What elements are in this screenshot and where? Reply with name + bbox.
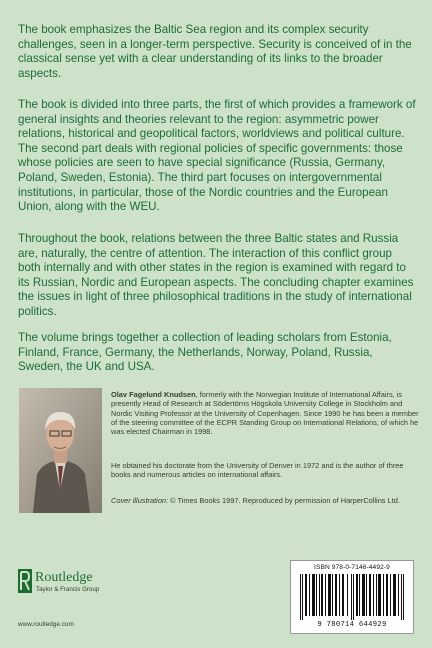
author-bio [111,390,423,436]
blurb-paragraph-3: Throughout the book, relations between the three Baltic states and Russia are, naturally, the centre of attention. The interaction of this conflict group both internally and with other states in the region is examined with regard to its Russian, Nordic and European aspects. The concluding chapter examines the issues in light of three philosophical traditions in the study of international politics. [18,232,414,318]
cover-credit-text: © Times Books 1997. Reproduced by permission of HarperCollins Ltd. [168,496,400,505]
publisher-website: www.routledge.com [18,621,74,628]
blurb-paragraph-4: The volume brings together a collection of leading scholars from Estonia, Finland, France, Germany, the Netherlands, Norway, Poland, Russia, Sweden, the UK and USA. [18,331,392,374]
isbn-digits: 9 780714 644929 [317,621,387,629]
blurb-paragraph-1: The book emphasizes the Baltic Sea region and its complex security challenges, seen in a longer-term perspective. Security is conceived of in the classical sense yet with a clear understanding of its links to the broader aspects. [18,23,412,80]
routledge-r-icon [18,569,32,593]
isbn-barcode-box [290,560,414,634]
blurb-paragraph-2: The book is divided into three parts, the first of which provides a framework of general insights and theories relevant to the region: asymmetric power relations, historical and geopolitical factors, worldviews and political culture. The second part deals with regional policies of specific governments: those whose policies are seen to have special significance (Russia, Germany, Poland, Sweden, Estonia). The third part focuses on intergovernmental institutions, in particular, those of the Nordic countries and the European Union, along with the WEU. [18,98,416,214]
barcode-icon [298,574,406,620]
publisher-logo [18,569,138,605]
author-photo [19,388,102,513]
author-bio-2: He obtained his doctorate from the University of Denver in 1972 and is the author of three books and numerous articles on international affairs. [111,461,404,480]
cover-credit-label: Cover illustration: [111,496,169,505]
cover-credit [111,496,423,505]
publisher-name: Routledge [35,570,93,585]
isbn-label: ISBN 978-0-7146-4492-9 [314,564,390,571]
publisher-group: Taylor & Francis Group [36,586,100,593]
author-name: Olav Fagelund Knudsen [111,390,196,399]
author-bio-text: , formerly with the Norwegian Institute of International Affairs, is presently Head of Research at Södertörns Högskola University College in Stockholm and Nordic Visiting Professor at the University of Copenhagen. Since 1990 he has been a member of the steering committee of the ECPR Standing Group on International Relations, of which he was elected Chairman in 1998. [111,390,419,437]
